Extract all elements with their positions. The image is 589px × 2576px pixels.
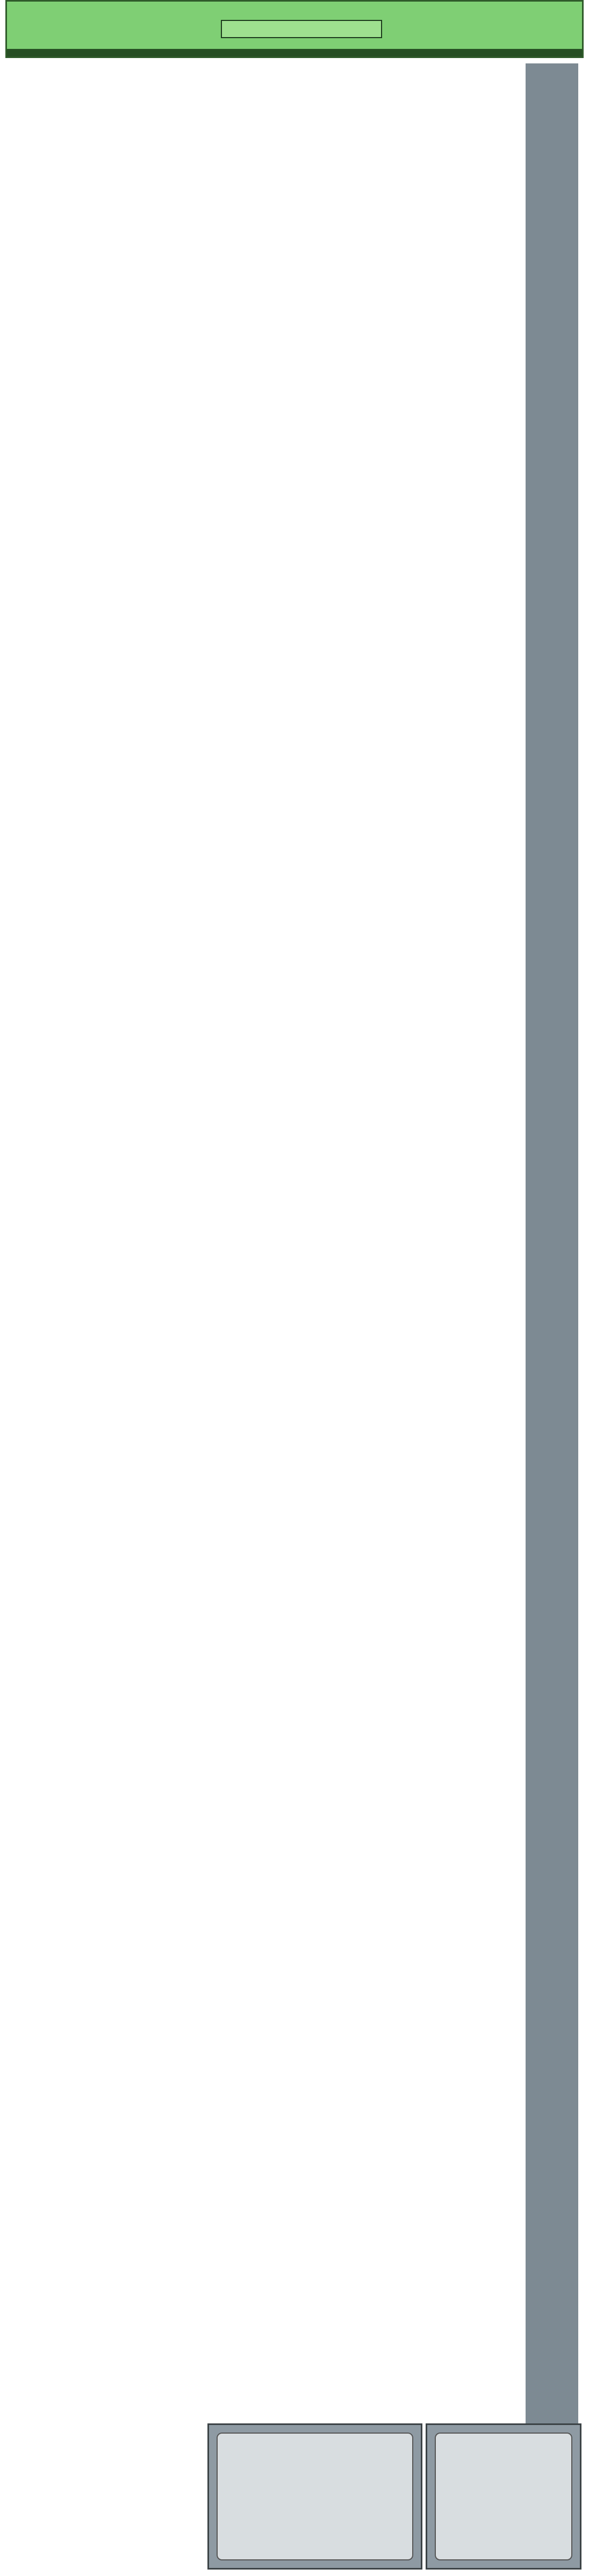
connector-m-pins: [217, 2433, 413, 2560]
header-bar: [7, 49, 582, 56]
ecu-column: [526, 63, 578, 2438]
diagram-header: [5, 0, 584, 58]
connector-k-pins: [435, 2433, 572, 2560]
connector-k: [426, 2423, 581, 2570]
connector-m: [207, 2423, 422, 2570]
vehicle-subtitle: [221, 20, 382, 38]
